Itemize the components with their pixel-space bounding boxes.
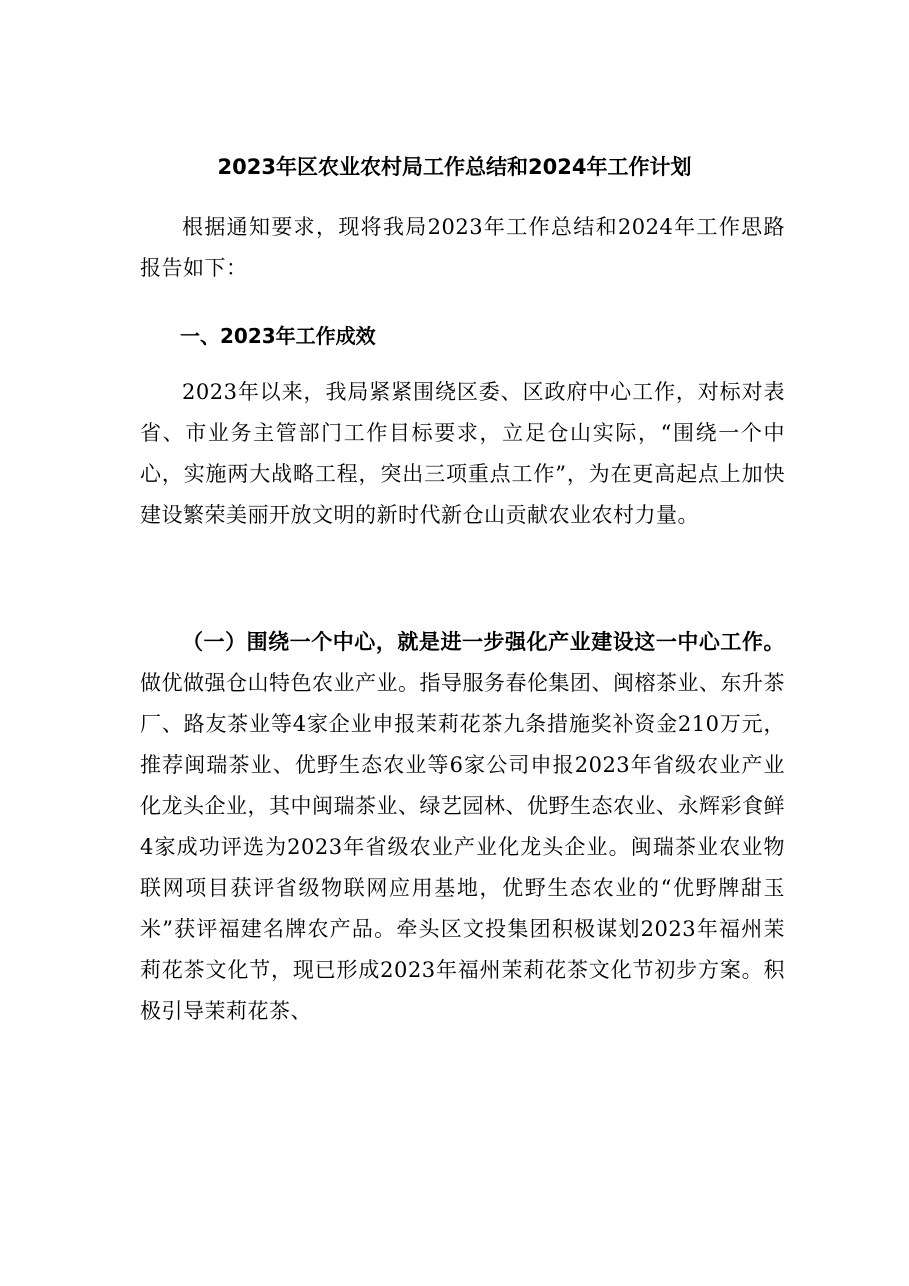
subsection-body: 做优做强仓山特色农业产业。指导服务春伦集团、闽榕茶业、东升茶厂、路友茶业等4家企业申报茉莉花茶九条措施奖补资金210万元，推荐闽瑞茶业、优野生态农业等6家公司申报2023年省级农业产业化龙头企业，其中闽瑞茶业、绿艺园林、优野生态农业、永辉彩食鲜4家成功评选为2023年省级农业产业化龙头企业。闽瑞茶业农业物联网项目获评省级物联网应用基地，优野生态农业的“优野牌甜玉米”获评福建名牌农产品。牵头区文投集团积极谋划2023年福州茉莉花茶文化节，现已形成2023年福州茉莉花茶文化节初步方案。积极引导茉莉花茶、 [140,671,785,1023]
document-title: 2023年区农业农村局工作总结和2024年工作计划 [217,155,692,179]
subsection-lead: （一）围绕一个中心，就是进一步强化产业建设这一中心工作。 [182,630,785,654]
subsection-paragraph [140,622,785,1032]
section-heading: 一、2023年工作成效 [180,324,376,348]
overview-paragraph: 2023年以来，我局紧紧围绕区委、区政府中心工作，对标对表省、市业务主管部门工作目标要求，立足仓山实际，“围绕一个中心，实施两大战略工程，突出三项重点工作”，为在更高起点上加快建设繁荣美丽开放文明的新时代新仓山贡献农业农村力量。 [140,380,785,527]
intro-paragraph: 根据通知要求，现将我局2023年工作总结和2024年工作思路报告如下： [140,215,785,280]
